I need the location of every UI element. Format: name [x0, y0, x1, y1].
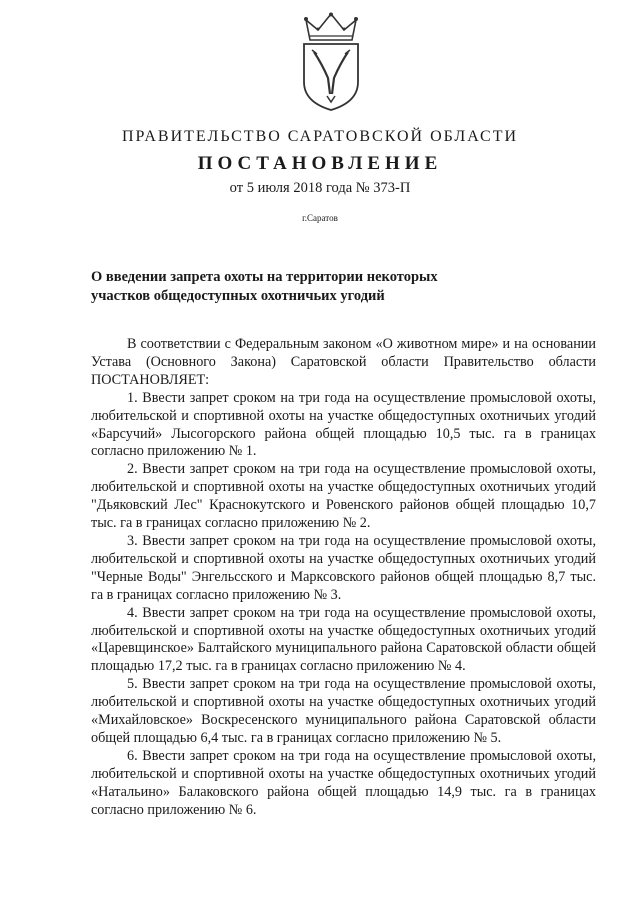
preamble-paragraph: В соответствии с Федеральным законом «О животном мире» и на основании Устава (Основного Закона) Саратовской области Правительство области ПОСТАНОВЛЯЕТ:: [91, 336, 596, 388]
subject-line: участков общедоступных охотничьих угодий: [91, 288, 385, 304]
subject-line: О введении запрета охоты на территории некоторых: [91, 269, 438, 285]
document-type: ПОСТАНОВЛЕНИЕ: [197, 153, 443, 174]
saratov-coat-of-arms-icon: [300, 12, 362, 112]
resolution-item: 5. Ввести запрет сроком на три года на осуществление промысловой охоты, любительской и спортивной охоты на участке общедоступных охотничьих угодий «Михайловское» Воскресенского муниципального района Саратовской области общей площадью 6,4 тыс. га в границах согласно приложению № 5.: [91, 676, 596, 746]
document-subject: [91, 268, 561, 306]
government-title: ПРАВИТЕЛЬСТВО САРАТОВСКОЙ ОБЛАСТИ: [121, 128, 519, 145]
document-date-number: от 5 июля 2018 года № 373-П: [229, 180, 411, 196]
resolution-item: 3. Ввести запрет сроком на три года на осуществление промысловой охоты, любительской и спортивной охоты на участке общедоступных охотничьих угодий "Черные Воды" Энгельсского и Марксовского районов общей площадью 8,7 тыс. га в границах согласно приложению № 3.: [91, 532, 596, 603]
resolution-item: 6. Ввести запрет сроком на три года на осуществление промысловой охоты, любительской и спортивной охоты на участке общедоступных охотничьих угодий «Натальино» Балаковского района общей площадью 14,9 тыс. га в границах согласно приложению № 6.: [91, 747, 596, 818]
resolution-item: 4. Ввести запрет сроком на три года на осуществление промысловой охоты, любительской и спортивной охоты на участке общедоступных охотничьих угодий «Царевщинское» Балтайского муниципального района Саратовской области общей площадью 17,2 тыс. га в границах согласно приложению № 4.: [91, 604, 596, 675]
resolution-item: 1. Ввести запрет сроком на три года на осуществление промысловой охоты, любительской и спортивной охоты на участке общедоступных охотничьих угодий «Барсучий» Лысогорского района общей площадью 10,5 тыс. га в границах согласно приложению № 1.: [91, 389, 596, 460]
city-label: г.Саратов: [302, 213, 338, 223]
resolution-item: 2. Ввести запрет сроком на три года на осуществление промысловой охоты, любительской и спортивной охоты на участке общедоступных охотничьих угодий "Дьяковский Лес" Краснокутского и Ровенского районов общей площадью 10,7 тыс. га в границах согласно приложению № 2.: [91, 461, 596, 532]
document-body: [91, 336, 596, 819]
